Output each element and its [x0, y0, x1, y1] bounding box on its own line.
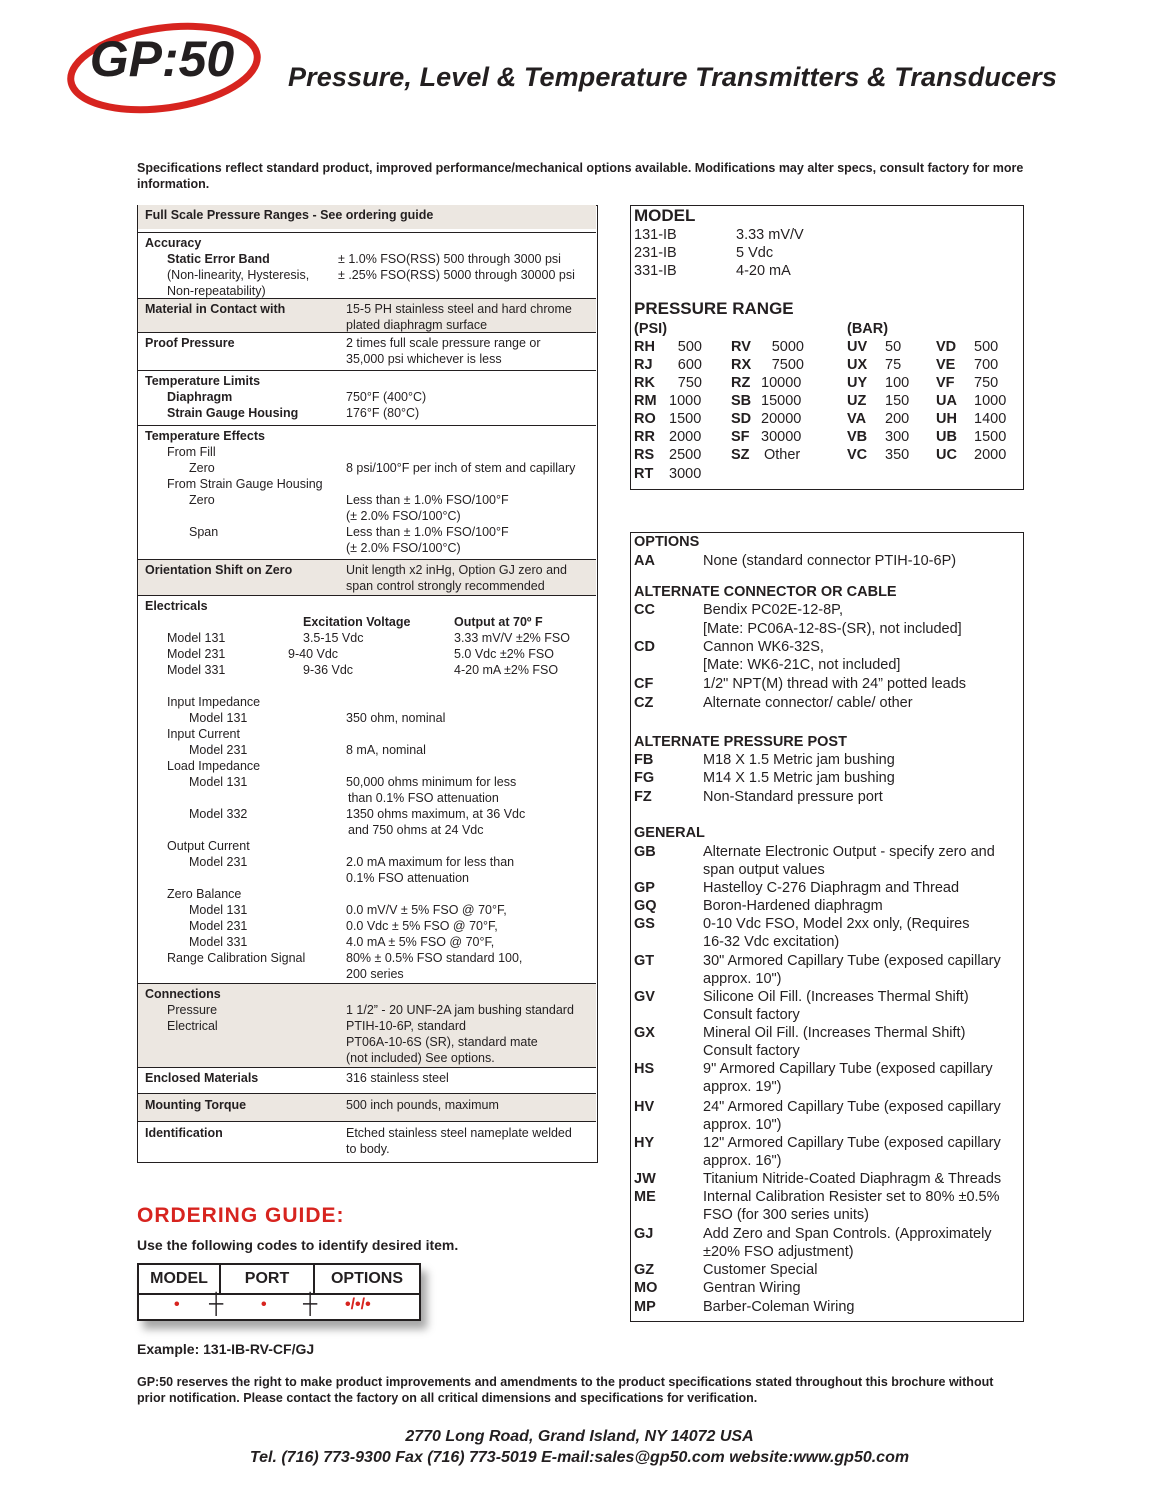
range-code: VB — [847, 429, 868, 445]
range-value: 500 — [974, 339, 999, 355]
option-text: [Mate: WK6-21C, not included] — [703, 657, 901, 673]
range-value: 300 — [885, 429, 910, 445]
option-text: ±20% FSO adjustment) — [703, 1244, 854, 1260]
range-code: RR — [634, 429, 655, 445]
option-code: FB — [634, 752, 654, 768]
spec-value: 350 ohm, nominal — [346, 711, 446, 725]
spec-value: 35,000 psi whichever is less — [346, 352, 502, 366]
range-value: 500 — [677, 339, 702, 355]
range-code: RM — [634, 393, 657, 409]
ordering-col-port: PORT — [221, 1265, 315, 1293]
model-code: 131-IB — [634, 227, 677, 243]
option-text: approx. 10") — [703, 1117, 782, 1133]
electricals-model: Model 231 — [167, 647, 226, 661]
option-text: approx. 16") — [703, 1153, 782, 1169]
spec-value: 500 inch pounds, maximum — [346, 1098, 499, 1112]
model-code: 231-IB — [634, 245, 677, 261]
range-code: RO — [634, 411, 656, 427]
alt-connector-heading: ALTERNATE CONNECTOR OR CABLE — [634, 584, 897, 600]
spec-table — [137, 205, 598, 1163]
spec-heading: Accuracy — [145, 236, 202, 250]
disclaimer: GP:50 reserves the right to make product improvements and amendments to the product specifications stated throughout this brochure without prior notification. Please contact the factory on all critical dimensions and specifications for verification. — [137, 1375, 994, 1405]
page-title: Pressure, Level & Temperature Transmitters & Transducers — [288, 62, 1057, 92]
option-code: JW — [634, 1171, 656, 1187]
spec-value: plated diaphragm surface — [346, 318, 488, 332]
spec-value: 8 psi/100°F per inch of stem and capillary — [346, 461, 576, 475]
spec-section-material — [138, 298, 596, 333]
option-text: Titanium Nitride-Coated Diaphragm & Threads — [703, 1171, 1002, 1187]
spec-value: 1350 ohms maximum, at 36 Vdc — [346, 807, 526, 821]
range-value: 20000 — [761, 411, 802, 427]
option-code: HY — [634, 1135, 655, 1151]
spec-value: 0.0 mV/V ± 5% FSO @ 70°F, — [346, 903, 507, 917]
range-code: VA — [847, 411, 867, 427]
option-text: M18 X 1.5 Metric jam bushing — [703, 752, 895, 768]
electricals-exc: 3.5-15 Vdc — [303, 631, 364, 645]
electricals-out: 4-20 mA ±2% FSO — [454, 663, 559, 677]
spec-value: ± 1.0% FSO(RSS) 500 through 3000 psi — [338, 252, 561, 266]
electricals-model: Model 331 — [167, 663, 226, 677]
option-text: Gentran Wiring — [703, 1280, 801, 1296]
range-value: 1000 — [974, 393, 1007, 409]
spec-value: (± 2.0% FSO/100°C) — [346, 509, 461, 523]
spec-label: Model 231 — [189, 743, 248, 757]
range-value: 1500 — [669, 411, 702, 427]
spec-section-temp-limits — [138, 370, 596, 426]
model-heading: MODEL — [634, 206, 696, 225]
bar-label: (BAR) — [847, 321, 889, 337]
spec-label: Range Calibration Signal — [167, 951, 306, 965]
port-dot: • — [261, 1296, 267, 1313]
ordering-col-options: OPTIONS — [330, 1270, 403, 1287]
option-text: Consult factory — [703, 1043, 800, 1059]
option-text: approx. 19") — [703, 1079, 782, 1095]
option-code: GZ — [634, 1262, 655, 1278]
spec-value: Unit length x2 inHg, Option GJ zero and — [346, 563, 567, 577]
option-code: GQ — [634, 898, 657, 914]
alt-pressure-post-heading: ALTERNATE PRESSURE POST — [634, 734, 847, 750]
ordering-guide-title: ORDERING GUIDE: — [137, 1204, 345, 1227]
option-code: GJ — [634, 1226, 654, 1242]
spec-label: Model 331 — [189, 935, 248, 949]
range-code: RV — [731, 339, 751, 355]
range-value: 200 — [885, 411, 910, 427]
option-code: ME — [634, 1189, 656, 1205]
model-value: 4-20 mA — [736, 263, 791, 279]
psi-label: (PSI) — [634, 321, 668, 337]
spec-label: Output Current — [167, 839, 250, 853]
pressure-range-heading: PRESSURE RANGE — [634, 299, 794, 318]
spec-value: Etched stainless steel nameplate welded — [346, 1126, 572, 1140]
range-value: 100 — [885, 375, 910, 391]
range-value: 350 — [885, 447, 910, 463]
electricals-col-output: Output at 70º F — [454, 615, 543, 629]
spec-label: Model 131 — [189, 903, 248, 917]
spec-value: ± .25% FSO(RSS) 5000 through 30000 psi — [338, 268, 575, 282]
spec-label: Zero Balance — [167, 887, 242, 901]
electricals-exc: 9-36 Vdc — [303, 663, 354, 677]
range-value: 750 — [677, 375, 702, 391]
spec-label: Span — [189, 525, 219, 539]
option-text: 0-10 Vdc FSO, Model 2xx only, (Requires — [703, 916, 970, 932]
option-code: CF — [634, 676, 654, 692]
range-value: 15000 — [761, 393, 802, 409]
range-code: VD — [936, 339, 957, 355]
spec-label: Static Error Band — [167, 252, 270, 266]
spec-value: 316 stainless steel — [346, 1071, 449, 1085]
option-code: CC — [634, 602, 655, 618]
spec-label: Identification — [145, 1126, 223, 1140]
model-dot: • — [174, 1296, 180, 1313]
spec-value: 15-5 PH stainless steel and hard chrome — [346, 302, 572, 316]
spec-section-identification — [138, 1121, 596, 1162]
option-text: M14 X 1.5 Metric jam bushing — [703, 770, 895, 786]
range-code: RZ — [731, 375, 751, 391]
range-value: 2000 — [974, 447, 1007, 463]
option-text: 30" Armored Capillary Tube (exposed capillary — [703, 953, 1001, 969]
option-text: 12" Armored Capillary Tube (exposed capillary — [703, 1135, 1001, 1151]
option-text: Alternate Electronic Output - specify zero and — [703, 844, 995, 860]
option-text: Bendix PC02E-12-8P, — [703, 602, 843, 618]
range-code: SB — [731, 393, 752, 409]
option-code: AA — [634, 553, 655, 569]
range-code: RX — [731, 357, 752, 373]
spec-heading: Temperature Effects — [145, 429, 265, 443]
range-value: 1000 — [669, 393, 702, 409]
model-code: 331-IB — [634, 263, 677, 279]
option-code: GX — [634, 1025, 655, 1041]
option-code: FZ — [634, 789, 652, 805]
range-value: 7500 — [771, 357, 804, 373]
electricals-model: Model 131 — [167, 631, 226, 645]
spec-label: Input Impedance — [167, 695, 261, 709]
electricals-out: 3.33 mV/V ±2% FSO — [454, 631, 570, 645]
model-box — [630, 205, 1024, 490]
range-code: UY — [847, 375, 868, 391]
option-code: GT — [634, 953, 655, 969]
spec-value: 50,000 ohms minimum for less — [346, 775, 517, 789]
spec-label: Material in Contact with — [145, 302, 286, 316]
spec-section-torque — [138, 1093, 596, 1122]
range-code: UV — [847, 339, 868, 355]
model-value: 5 Vdc — [736, 245, 774, 261]
range-code: RT — [634, 466, 654, 482]
spec-value: 2.0 mA maximum for less than — [346, 855, 515, 869]
range-value: 1500 — [974, 429, 1007, 445]
option-code: MO — [634, 1280, 658, 1296]
range-value: 600 — [677, 357, 702, 373]
spec-value: span control strongly recommended — [346, 579, 545, 593]
option-text: Alternate connector/ cable/ other — [703, 695, 913, 711]
spec-label: Model 332 — [189, 807, 248, 821]
range-value: Other — [764, 447, 801, 463]
spec-label: Diaphragm — [167, 390, 233, 404]
option-text: Cannon WK6-32S, — [703, 639, 824, 655]
option-code: HV — [634, 1099, 655, 1115]
option-code: CD — [634, 639, 655, 655]
spec-value: than 0.1% FSO attenuation — [348, 791, 499, 805]
ordering-col-model: MODEL — [139, 1265, 221, 1293]
ordering-example: Example: 131-IB-RV-CF/GJ — [137, 1341, 315, 1357]
spec-value: Less than ± 1.0% FSO/100°F — [346, 493, 509, 507]
option-text: Non-Standard pressure port — [703, 789, 883, 805]
spec-note: (Non-linearity, Hysteresis, — [167, 268, 310, 282]
spec-label: Orientation Shift on Zero — [145, 563, 293, 577]
option-text: [Mate: PC06A-12-8S-(SR), not included] — [703, 621, 962, 637]
ordering-guide-subtitle: Use the following codes to identify desired item. — [137, 1237, 459, 1253]
spec-label: Zero — [189, 461, 215, 475]
option-text: Silicone Oil Fill. (Increases Thermal Shift) — [703, 989, 969, 1005]
spec-value: to body. — [346, 1142, 390, 1156]
range-value: 75 — [885, 357, 902, 373]
spec-label: From Fill — [167, 445, 216, 459]
spec-section-orientation — [138, 559, 596, 596]
options-dots: •/•/• — [345, 1296, 371, 1313]
option-text: 24" Armored Capillary Tube (exposed capillary — [703, 1099, 1001, 1115]
option-text: Internal Calibration Resister set to 80% ±0.5% — [703, 1189, 1000, 1205]
spec-value: 200 series — [346, 967, 404, 981]
general-heading: GENERAL — [634, 825, 705, 841]
spec-value: 750°F (400°C) — [346, 390, 427, 404]
option-code: GV — [634, 989, 655, 1005]
range-code: UA — [936, 393, 957, 409]
options-box — [630, 532, 1024, 1322]
spec-label: Enclosed Materials — [145, 1071, 259, 1085]
option-text: Customer Special — [703, 1262, 818, 1278]
spec-label: Full Scale Pressure Ranges - See ordering guide — [145, 207, 434, 222]
electricals-out: 5.0 Vdc ±2% FSO — [454, 647, 554, 661]
spec-label: Model 231 — [189, 919, 248, 933]
range-code: RS — [634, 447, 655, 463]
range-code: VC — [847, 447, 868, 463]
range-value: 50 — [885, 339, 902, 355]
range-code: UH — [936, 411, 957, 427]
spec-value: 176°F (80°C) — [346, 406, 420, 420]
range-code: SZ — [731, 447, 750, 463]
range-code: VF — [936, 375, 955, 391]
spec-section-enclosed — [138, 1067, 596, 1094]
option-code: GS — [634, 916, 655, 932]
options-heading: OPTIONS — [634, 534, 700, 550]
option-text: Mineral Oil Fill. (Increases Thermal Shift) — [703, 1025, 966, 1041]
option-text: Barber-Coleman Wiring — [703, 1299, 855, 1315]
spec-section-proof — [138, 332, 596, 371]
spec-value: 0.1% FSO attenuation — [346, 871, 469, 885]
option-code: CZ — [634, 695, 654, 711]
option-text: Boron-Hardened diaphragm — [703, 898, 883, 914]
range-value: 1400 — [974, 411, 1007, 427]
option-text: Hastelloy C-276 Diaphragm and Thread — [703, 880, 960, 896]
range-code: VE — [936, 357, 956, 373]
spec-section-accuracy — [138, 232, 596, 299]
option-text: FSO (for 300 series units) — [703, 1207, 869, 1223]
option-code: FG — [634, 770, 655, 786]
range-code: SD — [731, 411, 752, 427]
electricals-col-excitation: Excitation Voltage — [303, 615, 411, 629]
spec-heading: Electricals — [145, 599, 208, 613]
spec-value: 8 mA, nominal — [346, 743, 426, 757]
range-code: SF — [731, 429, 750, 445]
address: 2770 Long Road, Grand Island, NY 14072 USA — [405, 1428, 754, 1445]
spec-value: and 750 ohms at 24 Vdc — [348, 823, 484, 837]
spec-label: Pressure — [167, 1003, 218, 1017]
separator-icon: ┼ — [303, 1293, 318, 1315]
spec-value: Less than ± 1.0% FSO/100°F — [346, 525, 509, 539]
spec-section-connections — [138, 983, 596, 1068]
range-code: UX — [847, 357, 868, 373]
ordering-guide-table — [137, 1263, 421, 1321]
intro-text: Specifications reflect standard product, improved performance/mechanical options available. Modifications may alter specs, consult factory for more information. — [137, 161, 1024, 191]
spec-label: Strain Gauge Housing — [167, 406, 299, 420]
spec-label: From Strain Gauge Housing — [167, 477, 323, 491]
spec-label: Zero — [189, 493, 215, 507]
model-value: 3.33 mV/V — [736, 227, 804, 243]
range-value: 2000 — [669, 429, 702, 445]
range-code: RH — [634, 339, 655, 355]
spec-label: Proof Pressure — [145, 336, 235, 350]
gp50-logo — [64, 18, 269, 118]
range-value: 30000 — [761, 429, 802, 445]
spec-label: Model 131 — [189, 775, 248, 789]
spec-heading: Connections — [145, 987, 221, 1001]
spec-value: PT06A-10-6S (SR), standard mate — [346, 1035, 538, 1049]
spec-value: 2 times full scale pressure range or — [346, 336, 541, 350]
range-code: UC — [936, 447, 957, 463]
contact-line: Tel. (716) 773-9300 Fax (716) 773-5019 E-mail:sales@gp50.com website:www.gp50.com — [249, 1449, 910, 1466]
spec-value: 1 1/2” - 20 UNF-2A jam bushing standard — [346, 1003, 574, 1017]
option-text: 1/2" NPT(M) thread with 24” potted leads — [703, 676, 967, 692]
spec-label: Mounting Torque — [145, 1098, 247, 1112]
range-value: 700 — [974, 357, 999, 373]
electricals-exc: 9-40 Vdc — [288, 647, 339, 661]
range-value: 150 — [885, 393, 910, 409]
spec-value: (± 2.0% FSO/100°C) — [346, 541, 461, 555]
spec-label: Model 131 — [189, 711, 248, 725]
spec-section-temp-effects — [138, 425, 596, 560]
spec-value: (not included) See options. — [346, 1051, 495, 1065]
spec-heading: Temperature Limits — [145, 374, 261, 388]
option-text: Consult factory — [703, 1007, 800, 1023]
option-text: 16-32 Vdc excitation) — [703, 934, 840, 950]
range-value: 2500 — [669, 447, 702, 463]
option-code: GP — [634, 880, 655, 896]
spec-value: 80% ± 0.5% FSO standard 100, — [346, 951, 523, 965]
option-text: None (standard connector PTIH-10-6P) — [703, 553, 957, 569]
range-code: RJ — [634, 357, 653, 373]
spec-label: Input Current — [167, 727, 240, 741]
range-value: 10000 — [761, 375, 802, 391]
spec-value: PTIH-10-6P, standard — [346, 1019, 466, 1033]
spec-note: Non-repeatability) — [167, 284, 266, 298]
spec-value: 0.0 Vdc ± 5% FSO @ 70°F, — [346, 919, 498, 933]
spec-value: 4.0 mA ± 5% FSO @ 70°F, — [346, 935, 495, 949]
option-text: 9" Armored Capillary Tube (exposed capillary — [703, 1061, 993, 1077]
option-text: Add Zero and Span Controls. (Approximately — [703, 1226, 992, 1242]
option-code: HS — [634, 1061, 655, 1077]
logo-text: GP:50 — [89, 31, 235, 87]
range-code: UZ — [847, 393, 867, 409]
option-code: MP — [634, 1299, 656, 1315]
range-value: 5000 — [771, 339, 804, 355]
spec-label: Electrical — [167, 1019, 218, 1033]
spec-section-full-scale — [138, 205, 596, 229]
range-value: 3000 — [669, 466, 702, 482]
spec-section-electricals — [138, 595, 596, 984]
range-code: RK — [634, 375, 655, 391]
option-code: GB — [634, 844, 656, 860]
option-text: approx. 10") — [703, 971, 782, 987]
option-text: span output values — [703, 862, 825, 878]
range-code: UB — [936, 429, 957, 445]
separator-icon: ┼ — [209, 1293, 224, 1315]
range-value: 750 — [974, 375, 999, 391]
spec-label: Load Impedance — [167, 759, 261, 773]
spec-label: Model 231 — [189, 855, 248, 869]
